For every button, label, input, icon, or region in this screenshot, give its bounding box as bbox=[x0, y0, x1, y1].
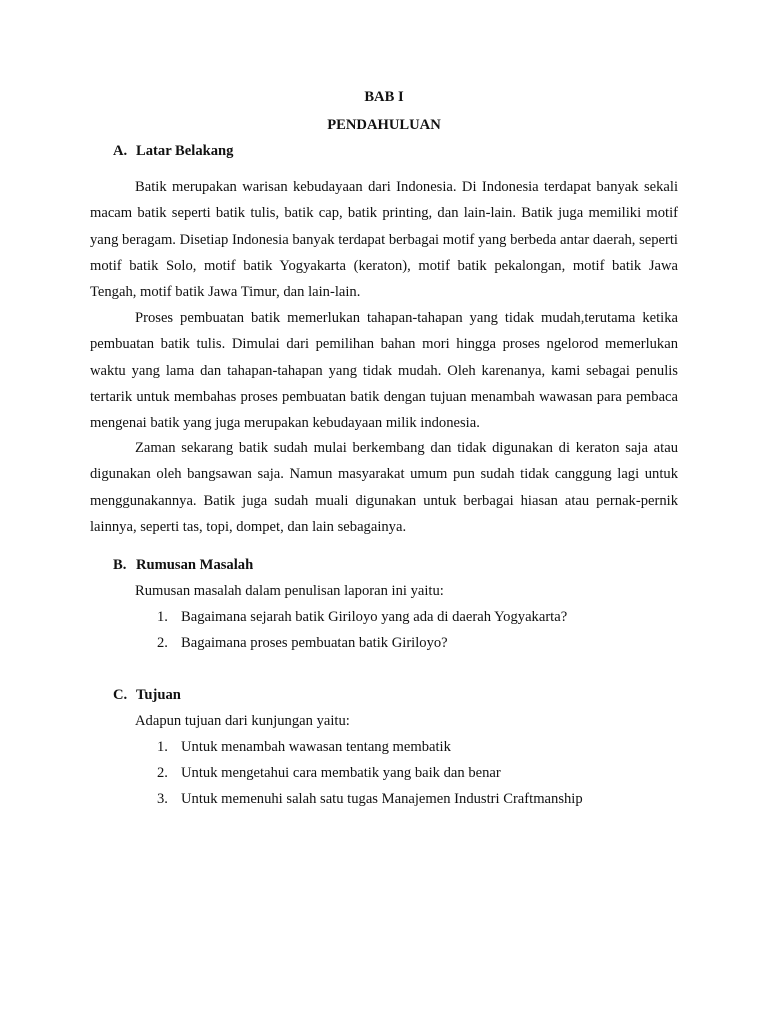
section-c-title: Tujuan bbox=[136, 687, 181, 703]
section-b-heading bbox=[113, 557, 253, 574]
section-b-title: Rumusan Masalah bbox=[136, 557, 254, 573]
section-b-list bbox=[157, 609, 567, 661]
section-a-letter: A. bbox=[113, 143, 128, 159]
list-item-number: 2. bbox=[157, 765, 168, 781]
list-item-text: Bagaimana proses pembuatan batik Giriloyo? bbox=[181, 635, 448, 651]
list-item-text: Bagaimana sejarah batik Giriloyo yang ada di daerah Yogyakarta? bbox=[181, 609, 568, 625]
list-item-number: 2. bbox=[157, 635, 168, 651]
list-item-number: 3. bbox=[157, 791, 168, 807]
list-item bbox=[157, 765, 583, 791]
list-item-text: Untuk memenuhi salah satu tugas Manajemen Industri Craftmanship bbox=[181, 791, 583, 807]
section-c-list bbox=[157, 739, 583, 817]
section-a-title: Latar Belakang bbox=[136, 143, 234, 159]
section-b-letter: B. bbox=[113, 557, 127, 573]
chapter-title: PENDAHULUAN bbox=[327, 117, 441, 133]
list-item-text: Untuk menambah wawasan tentang membatik bbox=[181, 739, 451, 755]
list-item-number: 1. bbox=[157, 739, 168, 755]
section-a-paragraph-3: Zaman sekarang batik sudah mulai berkembang dan tidak digunakan di keraton saja atau digunakan oleh bangsawan saja. Namun masyarakat umum pun sudah tidak canggung lagi untuk menggunakannya. Batik juga sudah muali digunakan untuk berbagai hiasan atau pernak-pernik lainnya, seperti tas, topi, dompet, dan lain sebagainya. bbox=[90, 440, 678, 535]
list-item bbox=[157, 791, 583, 817]
section-c-letter: C. bbox=[113, 687, 128, 703]
section-a-paragraph-1: Batik merupakan warisan kebudayaan dari Indonesia. Di Indonesia terdapat banyak sekali macam batik seperti batik tulis, batik cap, batik printing, dan lain-lain. Batik juga memiliki motif yang beragam. Disetiap Indonesia banyak terdapat berbagai motif yang berbeda antar daerah, seperti motif batik Solo, motif batik Yogyakarta (keraton), motif batik pekalongan, motif batik Jawa Tengah, motif batik Jawa Timur, dan lain-lain. bbox=[90, 179, 678, 301]
list-item bbox=[157, 635, 567, 661]
section-a-paragraph-2: Proses pembuatan batik memerlukan tahapan-tahapan yang tidak mudah,terutama ketika pembuatan batik tulis. Dimulai dari pemilihan bahan mori hingga proses ngelorod memerlukan waktu yang lama dan tahapan-tahapan yang tidak mudah. Oleh karenanya, kami sebagai penulis tertarik untuk membahas proses pembuatan batik dengan tujuan menambah wawasan para pembaca mengenai batik yang juga merupakan kebudayaan milik indonesia. bbox=[90, 310, 678, 432]
list-item-text: Untuk mengetahui cara membatik yang baik dan benar bbox=[181, 765, 501, 781]
list-item bbox=[157, 609, 567, 635]
section-c-intro: Adapun tujuan dari kunjungan yaitu: bbox=[135, 713, 350, 729]
section-c-heading bbox=[113, 687, 181, 704]
section-a-heading bbox=[113, 143, 233, 160]
list-item-number: 1. bbox=[157, 609, 168, 625]
section-b-intro: Rumusan masalah dalam penulisan laporan ini yaitu: bbox=[135, 583, 444, 599]
list-item bbox=[157, 739, 583, 765]
chapter-number: BAB I bbox=[364, 89, 404, 105]
